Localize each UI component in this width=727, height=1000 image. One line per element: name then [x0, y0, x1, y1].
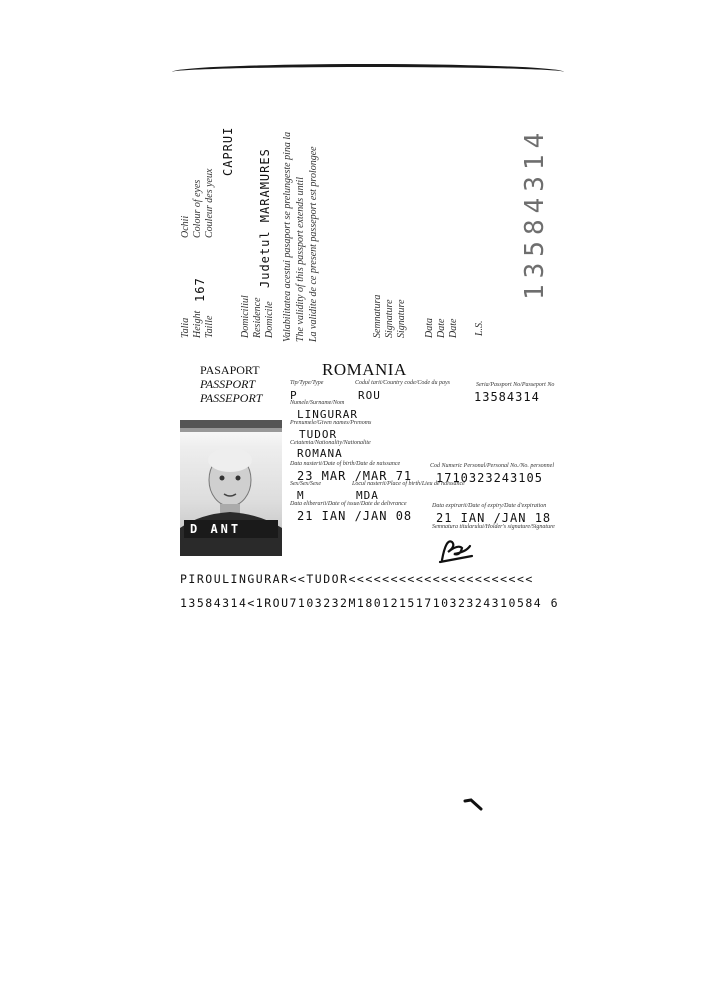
validity-fr: La validite de ce present passeport est prolongee: [308, 146, 319, 342]
ls-label: L.S.: [474, 320, 485, 336]
personal-no-value: 1710323243105: [436, 471, 543, 485]
perforated-serial: 13584314: [520, 126, 550, 300]
dob-label: Data nasterii/Date of birth/Date de naissance: [290, 461, 401, 467]
signature-label-ro: Semnatura: [372, 294, 383, 338]
eyes-label-en: Colour of eyes: [192, 179, 203, 238]
date-label-en: Date: [436, 318, 447, 338]
given-names-label: Prenumele/Given names/Prenoms: [290, 420, 372, 426]
validity-ro: Valabilitatea acestui pasaport se prelungeste pina la: [282, 131, 293, 342]
nationality-value: ROMANA: [297, 447, 343, 460]
title-en: PASSPORT: [200, 377, 256, 391]
eyes-label-ro: Ochii: [180, 215, 191, 238]
mrz-line-2: 13584314<1ROU7103232M1801215171032324310584 6: [180, 596, 560, 610]
holder-photo: [180, 420, 282, 556]
eyes-value: CAPRUI: [221, 126, 235, 176]
sex-value: M: [297, 489, 305, 502]
holder-signature-image: [436, 532, 476, 566]
passport-no-label: Seria/Passport No/Passeport No: [476, 382, 555, 388]
issue-date-value: 21 IAN /JAN 08: [297, 509, 413, 523]
passport-no-value: 13584314: [474, 390, 540, 404]
type-value: P: [290, 389, 298, 402]
page-top-edge: [172, 64, 564, 75]
pob-value: MDA: [356, 489, 379, 502]
height-label-en: Height: [192, 310, 203, 338]
title-ro: PASAPORT: [200, 363, 260, 377]
given-names-value: TUDOR: [299, 428, 338, 441]
signature-label-fr: Signature: [396, 299, 407, 338]
signature-label-en: Signature: [384, 299, 395, 338]
mrz-line-1: PIROULINGURAR<<TUDOR<<<<<<<<<<<<<<<<<<<<<<: [180, 572, 534, 586]
nationality-label: Cetatenia/Nationality/Nationalite: [290, 440, 371, 446]
holder-signature-label: Semnatura titularului/Holder's signature/Signature: [432, 524, 555, 530]
domicile-label-ro: Domiciliul: [240, 295, 251, 338]
country-code-label: Codul tarii/Country code/Code du pays: [355, 380, 450, 386]
expiry-date-value: 21 IAN /JAN 18: [436, 511, 552, 525]
shirt-text: D ANT: [190, 522, 242, 536]
surname-label: Numele/Surname/Nom: [290, 400, 345, 406]
pob-label: Locul nasterii/Place of birth/Lieu de naissance: [352, 481, 465, 487]
domicile-label-en: Residence: [252, 297, 263, 338]
height-label-fr: Taille: [204, 315, 215, 338]
height-value: 167: [193, 277, 207, 302]
stray-mark: [463, 798, 485, 812]
dob-value: 23 MAR /MAR 71: [297, 469, 413, 483]
country-code-value: ROU: [358, 389, 381, 402]
eyes-label-fr: Couleur des yeux: [204, 168, 215, 238]
title-fr: PASSEPORT: [200, 391, 263, 405]
date-label-fr: Date: [448, 318, 459, 338]
date-label-ro: Data: [424, 318, 435, 338]
sex-label: Sex/Sex/Sexe: [290, 481, 321, 487]
issue-date-label: Data eliberarii/Date of issue/Date de delivrance: [290, 501, 407, 507]
expiry-date-label: Data expirarii/Date of expiry/Date d'expiration: [432, 503, 547, 509]
country-name: ROMANIA: [322, 360, 407, 379]
type-label: Tip/Type/Type: [290, 380, 324, 386]
personal-no-label: Cod Numeric Personal/Personal No./No. personnel: [430, 463, 554, 469]
domicile-label-fr: Domicile: [264, 301, 275, 338]
domicile-value: Judetul MARAMURES: [258, 148, 272, 288]
height-label-ro: Talia: [180, 317, 191, 338]
surname-value: LINGURAR: [297, 408, 358, 421]
validity-en: The validity of this passport extends until: [295, 177, 306, 342]
